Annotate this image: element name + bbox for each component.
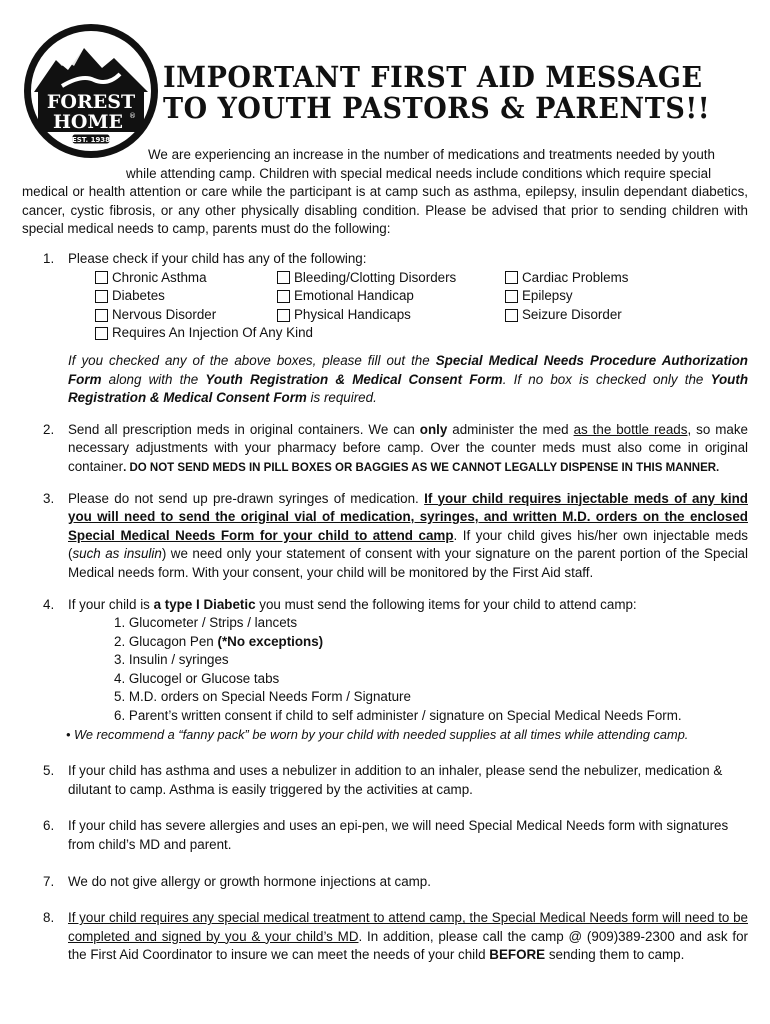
instructions-list: [22, 250, 748, 965]
list-item-2: 2. Send all prescription meds in original containers. We can only administer the med as the bottle reads, so make necessary adjustments with your pharmacy before camp. Over the counter meds must also come in original container. DO NOT SEND MEDS IN PILL BOXES OR BAGGIES AS WE CANNOT LEGALLY DISPENSE IN THIS MANNER.: [43, 421, 748, 474]
forest-home-logo: [22, 22, 160, 160]
item-number: 8.: [43, 910, 55, 926]
item-number: 3.: [43, 490, 55, 506]
checkbox-chronic-asthma[interactable]: Chronic Asthma: [95, 269, 277, 288]
list-item-5: 5. If your child has asthma and uses a nebulizer in addition to an inhaler, please send the nebulizer, medication & dilutant to camp. Asthma is easily triggered by the activities at camp.: [43, 763, 723, 797]
supply-item: 2. Glucagon Pen (*No exceptions): [114, 633, 324, 649]
checkbox-seizure-disorder[interactable]: Seizure Disorder: [505, 306, 705, 325]
list-item-6: 6. If your child has severe allergies and uses an epi-pen, we will need Special Medical Needs form with signatures from child’s MD and parent.: [43, 818, 729, 853]
item-number: 7.: [43, 873, 55, 889]
item-number: 4.: [43, 596, 55, 612]
item-number: 2.: [43, 421, 55, 437]
intro-line-1: We are experiencing an increase in the number of medications and treatments needed by youth: [148, 147, 715, 162]
list-item-4: 4. If your child is a type I Diabetic you must send the following items for your child to attend camp: 1. Glucometer / Strips / lancets 2. Glucagon Pen (*No exceptions) 3. Insulin / syringes 4. Glucogel or Glucose tabs 5. M.D. orders on Special Needs Form / Signature 6. Parent’s written consent if child to self administer / signature on Special Medical Needs Form. • We recommend a “fanny pack” be worn by your child with needed supplies at all times while attending camp.: [22, 596, 748, 745]
item-1-note: If you checked any of the above boxes, please fill out the Special Medical Needs Procedure Authorization Form along with the Youth Registration & Medical Consent Form. If no box is checked only the Youth Registration & Medical Consent Form is required.: [68, 352, 748, 406]
list-item-7: 7. We do not give allergy or growth hormone injections at camp.: [22, 873, 748, 892]
fanny-pack-note: • We recommend a “fanny pack” be worn by your child with needed supplies at all times while attending camp.: [66, 726, 689, 742]
supply-item: 4. Glucogel or Glucose tabs: [114, 670, 280, 686]
condition-checklist: [68, 269, 748, 343]
item-1-lead: Please check if your child has any of the following:: [68, 251, 367, 266]
intro-paragraph: [22, 146, 748, 239]
logo-est: EST. 1938: [71, 136, 111, 144]
list-item-8: 8. If your child requires any special medical treatment to attend camp, the Special Medical Needs form will need to be completed and signed by you & your child’s MD. In addition, please call the camp @ (909)389-2300 and ask for the First Aid Coordinator to insure we can meet the needs of your child BEFORE sending them to camp.: [43, 910, 748, 963]
item-number: 1.: [43, 251, 55, 266]
checkbox-nervous-disorder[interactable]: Nervous Disorder: [95, 306, 277, 325]
title-line-1: IMPORTANT FIRST AID MESSAGE: [163, 60, 703, 94]
list-item-1: [22, 250, 748, 408]
checkbox-emotional-handicap[interactable]: Emotional Handicap: [277, 287, 505, 306]
logo-reg: ®: [129, 112, 136, 120]
supply-item: 6. Parent’s written consent if child to self administer / signature on Special Medical Needs Form.: [114, 708, 682, 724]
item-number: 6.: [43, 818, 55, 834]
list-item-3: 3. Please do not send up pre-drawn syringes of medication. If your child requires injectable meds of any kind you will need to send the original vial of medication, syringes, and written M.D. orders on the enclosed Special Medical Needs Form for your child to attend camp. If your child gives his/her own injectable meds (such as insulin) we need only your statement of consent with your signature on the parent portion of the Special Medical needs form. With your consent, your child will be monitored by the First Aid staff.: [43, 490, 748, 580]
supply-item: 1. Glucometer / Strips / lancets: [114, 615, 298, 631]
checkbox-diabetes[interactable]: Diabetes: [95, 287, 277, 306]
checkbox-epilepsy[interactable]: Epilepsy: [505, 287, 705, 306]
logo-home: HOME: [52, 111, 124, 133]
page-title: [163, 62, 721, 124]
checkbox-cardiac[interactable]: Cardiac Problems: [505, 269, 705, 288]
supply-item: 3. Insulin / syringes: [114, 652, 229, 668]
logo-forest: FOREST: [46, 91, 136, 113]
checkbox-bleeding-clotting[interactable]: Bleeding/Clotting Disorders: [277, 269, 505, 288]
intro-line-2: while attending camp. Children with special medical needs include conditions which require special: [126, 165, 712, 181]
checkbox-physical-handicaps[interactable]: Physical Handicaps: [277, 306, 505, 325]
checkbox-injection[interactable]: Requires An Injection Of Any Kind: [95, 324, 313, 343]
intro-line-3: medical or health attention or care while the participant is at camp such as asthma, epilepsy, insulin dependant diabetics, cancer, cystic fibrosis, or any other physically disabling condition. Please be advised that prior to sending children with special medical needs to camp, parents must do the following:: [22, 184, 748, 237]
supply-item: 5. M.D. orders on Special Needs Form / Signature: [114, 689, 411, 705]
item-number: 5.: [43, 763, 55, 779]
title-line-2: TO YOUTH PASTORS & PARENTS!!: [163, 91, 711, 125]
diabetic-supply-list: [68, 614, 748, 726]
